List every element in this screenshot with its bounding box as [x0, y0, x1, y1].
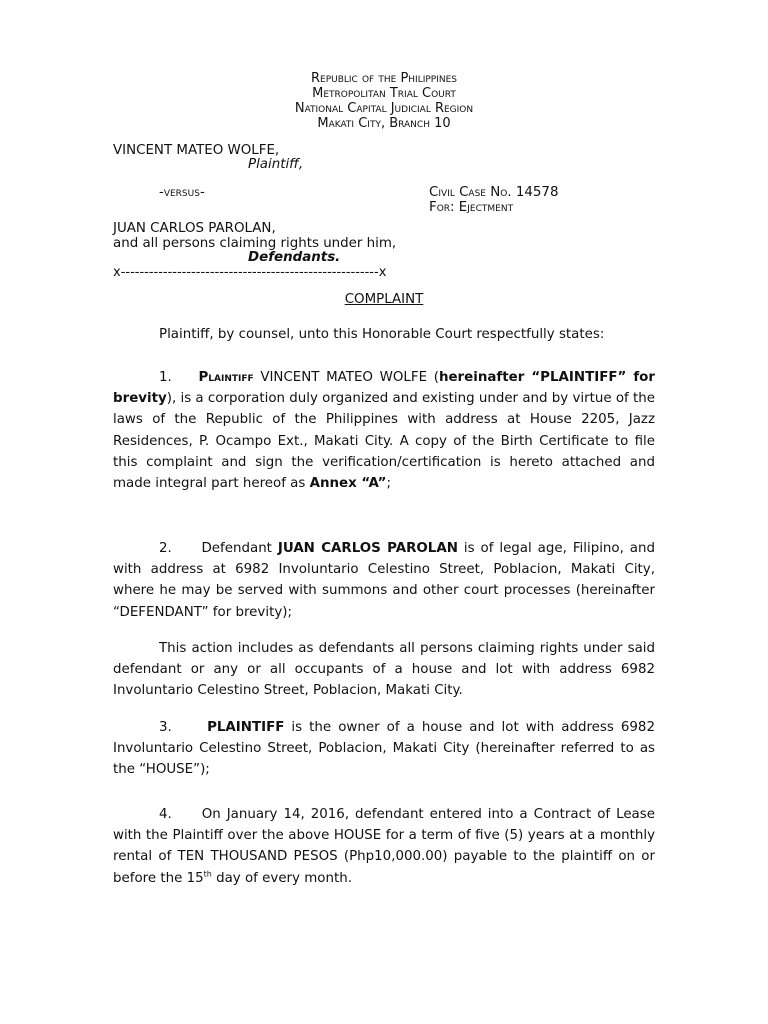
document-title — [0, 292, 768, 307]
versus-label: -versus- — [159, 185, 205, 200]
defendant-role — [248, 250, 340, 265]
p2-number: 2. — [159, 541, 172, 556]
p4-end: day of every month. — [211, 870, 352, 886]
document-title-text: COMPLAINT — [344, 292, 424, 307]
plaintiff-role — [248, 157, 303, 172]
defendant-name: JUAN CARLOS PAROLAN, — [113, 221, 276, 236]
p2-pre: Defendant — [201, 541, 278, 556]
p1-reference: hereinafter “PLAINTIFF” for brevity — [113, 370, 655, 407]
plaintiff-role-text: Plaintiff, — [248, 157, 304, 172]
p1-label: Plaintiff — [198, 370, 254, 385]
p1-number: 1. — [159, 370, 172, 385]
p2b-text: This action includes as defendants all persons claiming rights under said defendant or any or all occupants of a house and lot with address 6982 Involuntario Celestino Street, Poblacion, Makati City. — [113, 641, 655, 699]
header-line-court: Metropolitan Trial Court — [312, 86, 456, 101]
p2-text: is of legal age, Filipino, and with address at 6982 Involuntario Celestino Street, Poblacion, Makati City, where he may be served with summons and other court processes (hereinafter “DEFENDANT” for brevity); — [113, 541, 655, 620]
header-line-republic: Republic of the Philippines — [310, 71, 458, 86]
p4-superscript: th — [203, 869, 212, 879]
p2-defendant-name: JUAN CARLOS PAROLAN — [277, 541, 458, 556]
intro-text: Plaintiff, by counsel, unto this Honorable Court respectfully states: — [159, 327, 605, 342]
defendant-role-text: Defendants. — [248, 250, 341, 265]
caption-divider: x-------------------------------------------------------x — [113, 265, 387, 280]
p1-annex: Annex “A” — [309, 476, 387, 492]
defendant-extra: and all persons claiming rights under him, — [113, 236, 397, 251]
court-header — [0, 71, 768, 131]
header-line-region: National Capital Judicial Region — [294, 101, 474, 116]
case-subject: For: Ejectment — [429, 200, 514, 215]
case-number: Civil Case No. 14578 — [429, 185, 559, 200]
paragraph-1 — [113, 367, 655, 494]
header-line-branch: Makati City, Branch 10 — [317, 116, 451, 131]
intro-paragraph — [113, 326, 655, 343]
paragraph-3 — [113, 717, 655, 781]
p3-number: 3. — [159, 720, 172, 735]
p3-text: is the owner of a house and lot with address 6982 Involuntario Celestino Street, Poblacion, Makati City (hereinafter referred to as the “HOUSE”); — [113, 720, 655, 778]
p4-text: On January 14, 2016, defendant entered into a Contract of Lease with the Plaintiff over the above HOUSE for a term of five (5) years at a monthly rental of TEN THOUSAND PESOS (Php10,000.00) payable to the plaintiff on or before the 15 — [113, 807, 655, 886]
p1-open-paren: ( — [433, 370, 439, 385]
paragraph-4 — [113, 804, 655, 889]
p1-end: ; — [386, 476, 391, 492]
p1-plaintiff-name: VINCENT MATEO WOLFE — [260, 370, 428, 385]
paragraph-2 — [113, 538, 655, 623]
p1-text: ), is a corporation duly organized and existing under and by virtue of the laws of the Republic of the Philippines with address at House 2205, Jazz Residences, P. Ocampo Ext., Makati City. A copy of the Birth Certificate to file this complaint and sign the verification/certification is hereto attached and made integral part hereof as — [113, 391, 655, 492]
p3-plaintiff: PLAINTIFF — [207, 720, 285, 735]
p4-number: 4. — [159, 807, 172, 822]
paragraph-2b — [113, 638, 655, 702]
plaintiff-name: VINCENT MATEO WOLFE, — [113, 143, 280, 158]
